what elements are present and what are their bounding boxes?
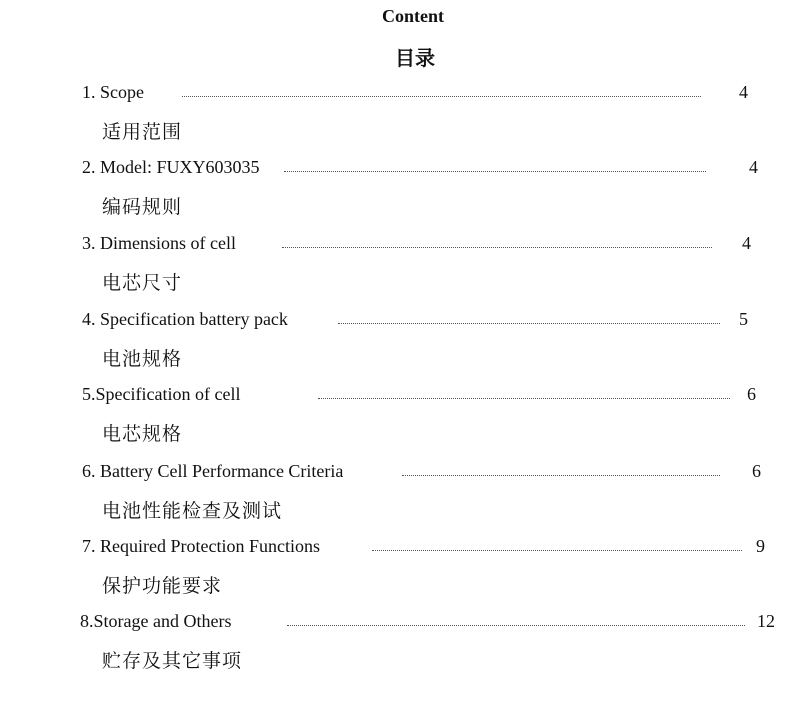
- toc-entry-label: 6. Battery Cell Performance Criteria: [82, 461, 344, 481]
- toc-entry-label: 2. Model: FUXY603035: [82, 157, 260, 177]
- toc-page-number: 5: [739, 309, 748, 329]
- toc-entry-subtitle: 电芯规格: [102, 423, 183, 445]
- toc-entry-2[interactable]: [0, 157, 800, 227]
- toc-entry-label: 7. Required Protection Functions: [82, 536, 320, 556]
- toc-entry-label: 4. Specification battery pack: [82, 309, 288, 329]
- toc-entry-6[interactable]: [0, 461, 800, 531]
- toc-page-number: 6: [752, 461, 761, 481]
- toc-entry-3[interactable]: [0, 233, 800, 303]
- toc-page-number: 6: [747, 384, 756, 404]
- toc-entry-label: 5.Specification of cell: [82, 384, 241, 404]
- toc-leader-dots: [338, 323, 720, 324]
- toc-page-number: 4: [749, 157, 758, 177]
- toc-entry-subtitle: 编码规则: [102, 196, 183, 218]
- toc-entry-5[interactable]: [0, 384, 800, 454]
- toc-leader-dots: [182, 96, 701, 97]
- toc-entry-label: 3. Dimensions of cell: [82, 233, 236, 253]
- toc-entry-7[interactable]: [0, 536, 800, 606]
- toc-entry-subtitle: 适用范围: [102, 121, 183, 143]
- toc-leader-dots: [372, 550, 742, 551]
- toc-page-number: 9: [756, 536, 765, 556]
- toc-leader-dots: [287, 625, 745, 626]
- toc-entry-4[interactable]: [0, 309, 800, 379]
- toc-entry-subtitle: 电池规格: [102, 348, 183, 370]
- toc-entry-label: 8.Storage and Others: [80, 611, 232, 631]
- page-title-chinese: 目录: [395, 46, 435, 70]
- toc-page-number: 12: [757, 611, 775, 631]
- page-title: Content: [382, 6, 444, 26]
- toc-page-number: 4: [742, 233, 751, 253]
- toc-entry-1[interactable]: [0, 82, 800, 152]
- toc-page-number: 4: [739, 82, 748, 102]
- toc-leader-dots: [318, 398, 730, 399]
- toc-entry-subtitle: 电池性能检查及测试: [102, 500, 283, 522]
- toc-leader-dots: [282, 247, 712, 248]
- toc-leader-dots: [284, 171, 706, 172]
- toc-entry-subtitle: 电芯尺寸: [102, 272, 183, 294]
- toc-leader-dots: [402, 475, 720, 476]
- toc-entry-subtitle: 保护功能要求: [102, 575, 223, 597]
- toc-entry-label: 1. Scope: [82, 82, 144, 102]
- toc-entry-subtitle: 贮存及其它事项: [102, 650, 243, 672]
- toc-entry-8[interactable]: [0, 611, 800, 681]
